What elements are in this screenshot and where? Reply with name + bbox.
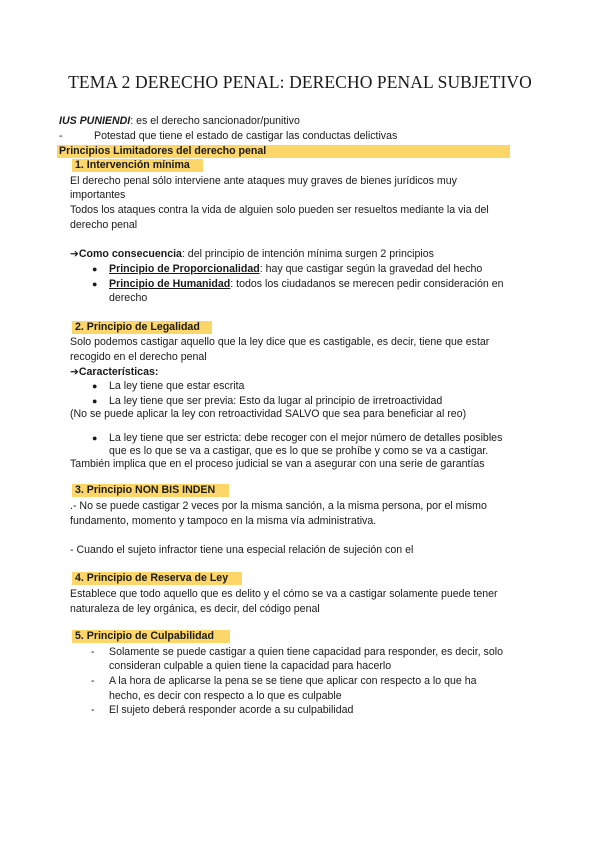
p4-line1: Establece que todo aquello que es delito y el cómo se va a castigar solamente puede tener (70, 588, 498, 600)
bullet-icon: ● (92, 433, 98, 443)
p3-line2: fundamento, momento y tampoco en la misma vía administrativa. (70, 515, 377, 527)
bullet-icon: ● (92, 264, 98, 274)
p2-line2: recogido en el derecho penal (70, 351, 207, 363)
p1-line4: derecho penal (70, 219, 138, 231)
p3-heading: 3. Principio NON BIS INDEN (75, 484, 216, 496)
intro-dash: - (59, 130, 63, 142)
ius-puniendi-term: IUS PUNIENDI (59, 115, 131, 127)
p4-line2: naturaleza de ley orgánica, es decir, del código penal (70, 603, 320, 615)
p1-bullet1-label: Principio de Proporcionalidad (109, 263, 260, 275)
p2-bullet3-line2: que es lo que se va a castigar, que es lo que se prohíbe y como se va a castigar. (109, 445, 489, 457)
intro-line (59, 115, 300, 128)
dash-icon: - (91, 646, 95, 658)
p2-line1: Solo podemos castigar aquello que la ley dice que es castigable, es decir, tiene que estar (70, 336, 490, 348)
p5-d2-line2: hecho, es decir con respecto a lo que es culpable (109, 690, 342, 702)
p5-d1-line2: consideran culpable a quien tiene la capacidad para hacerlo (109, 660, 392, 672)
p1-bullet2 (109, 278, 504, 291)
p2-bullet2: La ley tiene que ser previa: Esto da lugar al principio de irretroactividad (109, 395, 443, 407)
arrow-icon: ➔ (70, 248, 79, 260)
p3-line3: - Cuando el sujeto infractor tiene una especial relación de sujeción con el (70, 544, 414, 556)
bullet-icon: ● (92, 381, 98, 391)
p1-bullet2-label: Principio de Humanidad (109, 278, 231, 290)
p1-consequence-label: Como consecuencia (78, 248, 182, 260)
p2-characteristics-label: Características: (78, 366, 159, 378)
p5-d1-line1: Solamente se puede castigar a quien tiene capacidad para responder, es decir, solo (109, 646, 503, 658)
p2-characteristics (70, 366, 158, 379)
p1-line3: Todos los ataques contra la vida de alguien solo pueden ser resueltos mediante la via del (70, 204, 489, 216)
p1-bullet2-text: : todos los ciudadanos se merecen pedir consideración en (230, 278, 504, 290)
p5-d2-line1: A la hora de aplicarse la pena se se tiene que aplicar con respecto a lo que ha (109, 675, 477, 687)
p2-also: También implica que en el proceso judicial se van a asegurar con una serie de garantías (70, 458, 485, 470)
ius-puniendi-definition: : es el derecho sancionador/punitivo (130, 115, 300, 127)
p1-bullet1-text: : hay que castigar según la gravedad del hecho (259, 263, 483, 275)
bullet-icon: ● (92, 396, 98, 406)
p1-consequence-line (70, 248, 434, 261)
p5-d3: El sujeto deberá responder acorde a su culpabilidad (109, 704, 354, 716)
p2-heading: 2. Principio de Legalidad (75, 321, 200, 333)
page-title: TEMA 2 DERECHO PENAL: DERECHO PENAL SUBJETIVO (68, 72, 532, 92)
bullet-icon: ● (92, 279, 98, 289)
dash-icon: - (91, 675, 95, 687)
dash-icon: - (91, 704, 95, 716)
arrow-icon: ➔ (70, 366, 79, 378)
p2-bullet1: La ley tiene que estar escrita (109, 380, 245, 392)
p1-heading: 1. Intervención mínima (75, 159, 190, 171)
p3-line1: .- No se puede castigar 2 veces por la misma sanción, a la misma persona, por el mismo (70, 500, 487, 512)
p5-heading: 5. Principio de Culpabilidad (75, 630, 214, 642)
p1-line2: importantes (70, 189, 126, 201)
p4-heading: 4. Principio de Reserva de Ley (75, 572, 229, 584)
p1-consequence-text: : del principio de intención mínima surgen 2 principios (181, 248, 434, 260)
p2-bullet3-line1: La ley tiene que ser estricta: debe recoger con el mejor número de detalles posibles (109, 432, 503, 444)
p1-bullet1 (109, 263, 482, 276)
p1-bullet2-cont: derecho (109, 292, 148, 304)
section-heading: Principios Limitadores del derecho penal (59, 145, 267, 157)
p2-note: (No se puede aplicar la ley con retroactividad SALVO que sea para beneficiar al reo) (70, 408, 467, 420)
p1-line1: El derecho penal sólo interviene ante ataques muy graves de bienes jurídicos muy (70, 175, 457, 187)
intro-sub: Potestad que tiene el estado de castigar las conductas delictivas (94, 130, 398, 142)
